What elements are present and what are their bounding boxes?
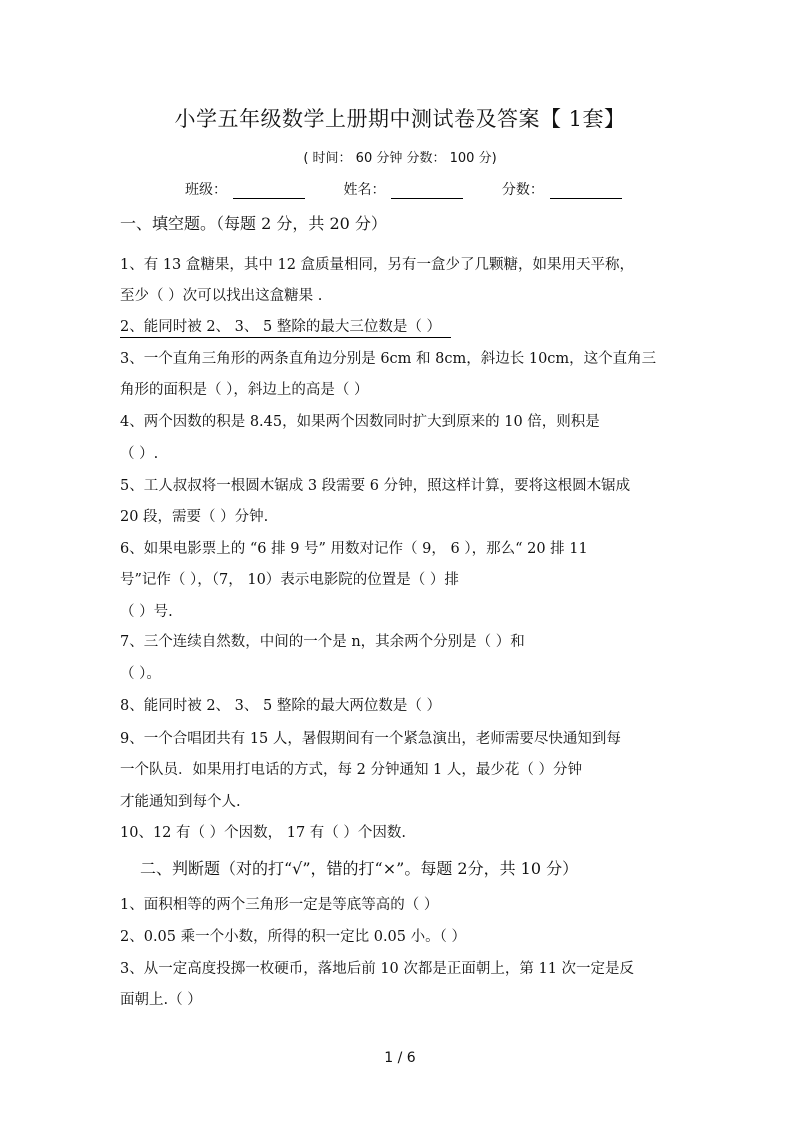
- section-fill-blank-heading: 一、填空题。（每题 2 分，共 20 分）: [120, 214, 387, 233]
- question-line: [120, 315, 451, 336]
- name-label: 姓名：: [343, 182, 386, 198]
- question-line: 一个队员．如果用打电话的方式，每 2 分钟通知 1 人，最少花（ ）分钟: [120, 762, 582, 778]
- question-line: 5、工人叔叔将一根圆木锯成 3 段需要 6 分钟，照这样计算，要将这根圆木锯成: [120, 478, 631, 494]
- question-line: 角形的面积是（ ），斜边上的高是（ ）: [120, 382, 369, 398]
- question-line: 1、有 13 盒糖果，其中 12 盒质量相同，另有一盒少了几颗糖，如果用天平称，: [120, 257, 635, 273]
- section-true-false-heading: 二、判断题（对的打“√”，错的打“×”。每题 2分，共 10 分）: [140, 859, 579, 878]
- question-line: 6、如果电影票上的 “6 排 9 号” 用数对记作（ 9， 6 ），那么“ 20 排 11: [120, 541, 588, 557]
- question-line: 1、面积相等的两个三角形一定是等底等高的（ ）: [120, 897, 439, 913]
- underlined-question: 2、能同时被 2、 3、 5 整除的最大三位数是（ ）: [120, 319, 451, 338]
- name-blank: [391, 184, 463, 199]
- class-blank: [233, 184, 305, 199]
- page-title: 小学五年级数学上册期中测试卷及答案【 1套】: [174, 107, 626, 131]
- question-line: （ ）号.: [120, 604, 173, 620]
- student-info-row: [185, 179, 656, 199]
- question-line: （ ）。: [120, 666, 161, 682]
- question-line: 4、两个因数的积是 8.45，如果两个因数同时扩大到原来的 10 倍，则积是: [120, 414, 600, 430]
- question-line: （ ）.: [120, 446, 159, 462]
- question-line: 3、从一定高度投掷一枚硬币，落地后前 10 次都是正面朝上，第 11 次一定是反: [120, 961, 635, 977]
- page-number: 1 / 6: [384, 1050, 416, 1066]
- question-line: 2、0.05 乘一个小数，所得的积一定比 0.05 小。（ ）: [120, 929, 466, 945]
- name-field: [343, 179, 463, 199]
- question-line: 10、12 有（ ）个因数， 17 有（ ）个因数.: [120, 825, 407, 841]
- class-field: [185, 179, 305, 199]
- question-line: 号”记作（ ），（7， 10）表示电影院的位置是（ ）排: [120, 572, 459, 588]
- question-line: 面朝上.（ ）: [120, 992, 202, 1008]
- question-line: 才能通知到每个人.: [120, 794, 241, 810]
- time-score-subtitle: ( 时间： 60 分钟 分数： 100 分): [303, 151, 497, 166]
- score-blank: [550, 184, 622, 199]
- question-line: 至少（ ）次可以找出这盒糖果 .: [120, 288, 323, 304]
- question-line: 8、能同时被 2、 3、 5 整除的最大两位数是（ ）: [120, 698, 441, 714]
- question-line: 3、一个直角三角形的两条直角边分别是 6cm 和 8cm，斜边长 10cm，这个直角三: [120, 351, 657, 367]
- class-label: 班级：: [185, 182, 227, 198]
- score-label: 分数：: [501, 182, 544, 198]
- score-field: [502, 179, 622, 199]
- question-line: 9、一个合唱团共有 15 人，暑假期间有一个紧急演出，老师需要尽快通知到每: [120, 731, 621, 747]
- question-line: 20 段，需要（ ）分钟.: [120, 509, 269, 525]
- question-line: 7、三个连续自然数，中间的一个是 n，其余两个分别是（ ）和: [120, 634, 525, 650]
